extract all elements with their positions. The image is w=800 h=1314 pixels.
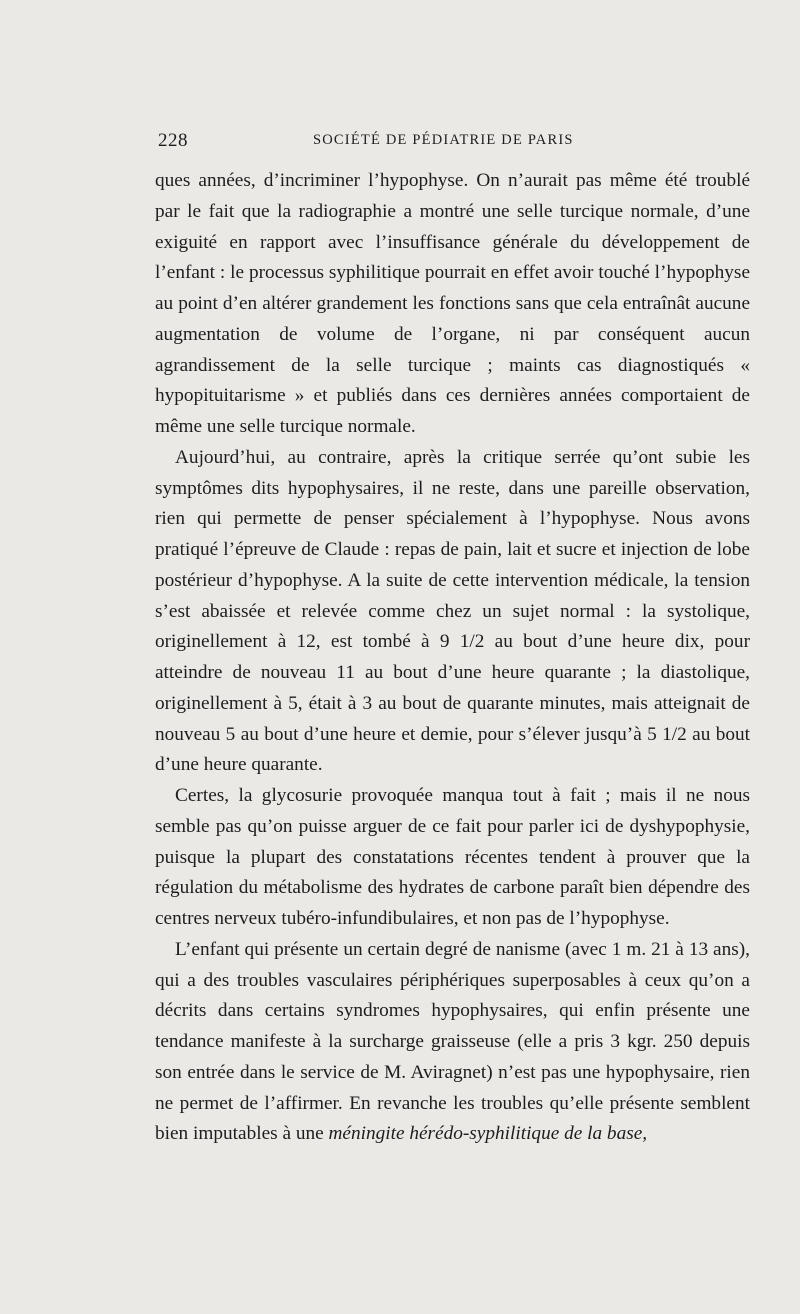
- running-title: SOCIÉTÉ DE PÉDIATRIE DE PARIS: [313, 132, 574, 148]
- page-number: 228: [158, 130, 188, 151]
- paragraph-2: Aujourd’hui, au contraire, après la critique serrée qu’ont subie les symptômes dits hypophysaires, il ne reste, dans une pareille observation, rien qui permette de penser spécialement à l’hypophyse. Nous avons pratiqué l’épreuve de Claude : repas de pain, lait et sucre et injection de lobe postérieur d’hypophyse. A la suite de cette intervention médicale, la tension s’est abaissée et relevée comme chez un sujet normal : la systolique, originellement à 12, est tombé à 9 1/2 au bout d’une heure dix, pour atteindre de nouveau 11 au bout d’une heure quarante ; la diastolique, originellement à 5, était à 3 au bout de quarante minutes, mais atteignait de nouveau 5 au bout d’une heure et demie, pour s’élever jusqu’à 5 1/2 au bout d’une heure quarante.: [155, 446, 750, 776]
- paragraph-4-italic: méningite hérédo-syphilitique de la base,: [328, 1123, 648, 1145]
- paragraph-1: ques années, d’incriminer l’hypophyse. On n’aurait pas même été troublé par le fait que la radiographie a montré une selle turcique normale, d’une exiguité en rapport avec l’insuffisance générale du développement de l’enfant : le processus syphilitique pourrait en effet avoir touché l’hypophyse au point d’en altérer grandement les fonctions sans que cela entraînât aucune augmentation de volume de l’organe, ni par conséquent aucun agrandissement de la selle turcique ; maints cas diagnostiqués « hypopituitarisme » et publiés dans ces dernières années comportaient de même une selle turcique normale.: [155, 170, 750, 437]
- paragraph-4: [155, 935, 750, 1150]
- page-header: [158, 130, 748, 156]
- body-text: [155, 166, 750, 1150]
- paragraph-3: Certes, la glycosurie provoquée manqua tout à fait ; mais il ne nous semble pas qu’on puisse arguer de ce fait pour parler ici de dyshypophysie, puisque la plupart des constatations récentes tendent à prouver que la régulation du métabolisme des hydrates de carbone paraît bien dépendre des centres nerveux tubéro-infundibulaires, et non pas de l’hypophyse.: [155, 785, 750, 929]
- paragraph-4-text: L’enfant qui présente un certain degré de nanisme (avec 1 m. 21 à 13 ans), qui a des troubles vasculaires périphériques superposables à ceux qu’on a décrits dans certains syndromes hypophysaires, qui enfin présente une tendance manifeste à la surcharge graisseuse (elle a pris 3 kgr. 250 depuis son entrée dans le service de M. Aviragnet) n’est pas une hypophysaire, rien ne permet de l’affirmer. En revanche les troubles qu’elle présente semblent bien imputables à une: [155, 938, 750, 1145]
